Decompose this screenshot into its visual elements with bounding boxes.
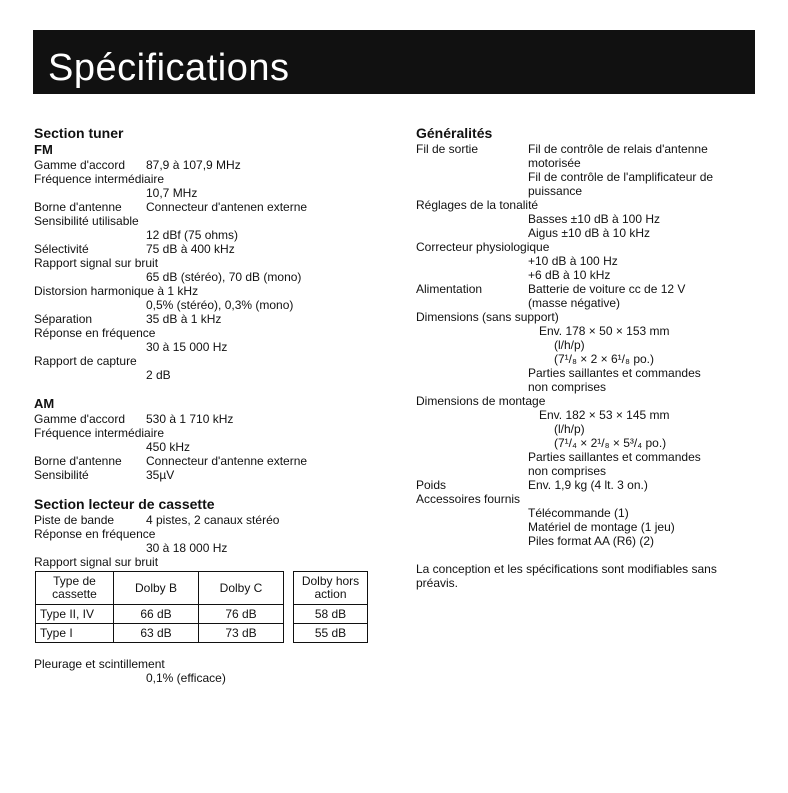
fm-spec-value: 12 dBf (75 ohms) [146,228,239,242]
loudness-label: Correcteur physiologique [416,240,550,254]
power-line: Batterie de voiture cc de 12 V [528,282,686,296]
cassette-spec-value: 4 pistes, 2 canaux stéréo [146,513,280,527]
cassette-spec-label: Rapport signal sur bruit [34,555,159,569]
am-spec-row [34,412,384,426]
am-spec-value: Connecteur d'antenne externe [146,454,308,468]
am-spec-value: 35µV [146,468,175,482]
fm-spec-row [34,284,384,298]
dimensions-label: Dimensions (sans support) [416,310,559,324]
fm-spec-value: 0,5% (stéréo), 0,3% (mono) [146,298,294,312]
mount-note: non comprises [528,464,607,478]
footnote: La conception et les spécifications sont modifiables sans préavis. [416,562,717,590]
mount-env: Env. 182 × 53 × 145 mm [539,408,670,422]
am-spec-row [34,468,384,482]
cassette-spec-row [34,555,384,569]
snr-table [35,571,368,643]
cassette-section-title: Section lecteur de cassette [34,496,215,512]
fm-title: FM [34,142,53,157]
fm-spec-row [34,368,384,382]
dimensions-inch: (7¹/₈ × 2 × 6¹/₈ po.) [554,352,654,366]
fm-spec-label: Gamme d'accord [34,158,125,172]
table-cell: Type II, IV [36,605,114,624]
output-line: Fil de contrôle de l'amplificateur de [528,170,714,184]
table-header: Dolby hors action [294,572,368,605]
cassette-spec-row [34,541,384,555]
cassette-spec-label: Piste de bande [34,513,115,527]
table-row [36,624,368,643]
tone-label: Réglages de la tonalité [416,198,539,212]
general-section-title: Généralités [416,125,493,141]
wow-value: 0,1% (efficace) [146,671,226,685]
fm-spec-value: 75 dB à 400 kHz [146,242,235,256]
table-cell: Type I [36,624,114,643]
output-spec [416,142,766,156]
wow-label: Pleurage et scintillement [34,657,165,671]
fm-spec-row [34,270,384,284]
fm-spec-row [34,158,384,172]
fm-spec-label: Séparation [34,312,93,326]
output-line: puissance [528,184,583,198]
power-spec [416,282,766,296]
fm-spec-value: 10,7 MHz [146,186,198,200]
fm-spec-row [34,312,384,326]
fm-spec-label: Fréquence intermédiaire [34,172,165,186]
accessory-item: Piles format AA (R6) (2) [528,534,655,548]
fm-spec-label: Réponse en fréquence [34,326,156,340]
dimensions-note: non comprises [528,380,607,394]
fm-spec-value: 65 dB (stéréo), 70 dB (mono) [146,270,302,284]
output-label: Fil de sortie [416,142,479,156]
am-spec-list [34,412,384,482]
table-cell: 76 dB [199,605,284,624]
fm-spec-value: 2 dB [146,368,171,382]
am-spec-value: 450 kHz [146,440,191,454]
mount-unit: (l/h/p) [554,422,585,436]
am-spec-row [34,440,384,454]
cassette-spec-label: Réponse en fréquence [34,527,156,541]
fm-spec-label: Distorsion harmonique à 1 kHz [34,284,199,298]
dimensions-unit: (l/h/p) [554,338,585,352]
power-line: (masse négative) [528,296,621,310]
loudness-line: +6 dB à 10 kHz [528,268,611,282]
cassette-spec-row [34,513,384,527]
am-spec-label: Fréquence intermédiaire [34,426,165,440]
fm-spec-label: Rapport de capture [34,354,137,368]
table-cell: 58 dB [294,605,368,624]
fm-spec-row [34,228,384,242]
fm-spec-list [34,158,384,382]
right-column [416,125,766,590]
page-title: Spécifications [48,47,290,89]
accessories-label: Accessoires fournis [416,492,521,506]
fm-spec-label: Rapport signal sur bruit [34,256,159,270]
fm-spec-row [34,172,384,186]
fm-spec-row [34,242,384,256]
am-spec-label: Gamme d'accord [34,412,125,426]
tuner-section-title: Section tuner [34,125,124,141]
tone-bass: Basses ±10 dB à 100 Hz [528,212,660,226]
am-spec-row [34,454,384,468]
title-banner [33,30,755,94]
accessory-item: Matériel de montage (1 jeu) [528,520,675,534]
mount-label: Dimensions de montage [416,394,546,408]
left-column [34,125,384,685]
tone-treble: Aigus ±10 dB à 10 kHz [528,226,650,240]
table-header: Type de cassette [36,572,114,605]
fm-spec-label: Borne d'antenne [34,200,122,214]
dimensions-env: Env. 178 × 50 × 153 mm [539,324,670,338]
cassette-spec-value: 30 à 18 000 Hz [146,541,228,555]
weight-spec [416,478,766,492]
fm-spec-value: Connecteur d'antenen externe [146,200,308,214]
weight-label: Poids [416,478,447,492]
fm-spec-value: 87,9 à 107,9 MHz [146,158,241,172]
cassette-spec-row [34,527,384,541]
fm-spec-row [34,214,384,228]
fm-spec-row [34,298,384,312]
fm-spec-label: Sensibilité utilisable [34,214,139,228]
fm-spec-row [34,326,384,340]
fm-spec-row [34,256,384,270]
table-row [36,605,368,624]
fm-spec-value: 30 à 15 000 Hz [146,340,228,354]
fm-spec-row [34,186,384,200]
weight-value: Env. 1,9 kg (4 lt. 3 on.) [528,478,648,492]
dimensions-note: Parties saillantes et commandes [528,366,701,380]
am-spec-label: Sensibilité [34,468,89,482]
fm-spec-label: Sélectivité [34,242,89,256]
loudness-line: +10 dB à 100 Hz [528,254,618,268]
am-title: AM [34,396,55,411]
fm-spec-row [34,354,384,368]
table-header: Dolby B [114,572,199,605]
output-line: Fil de contrôle de relais d'antenne [528,142,708,156]
table-cell: 55 dB [294,624,368,643]
am-spec-row [34,426,384,440]
am-spec-label: Borne d'antenne [34,454,122,468]
mount-inch: (7¹/₄ × 2¹/₈ × 5³/₄ po.) [554,436,667,450]
table-cell: 63 dB [114,624,199,643]
am-spec-value: 530 à 1 710 kHz [146,412,234,426]
table-header: Dolby C [199,572,284,605]
table-cell: 73 dB [199,624,284,643]
output-line: motorisée [528,156,581,170]
fm-spec-row [34,340,384,354]
fm-spec-value: 35 dB à 1 kHz [146,312,222,326]
mount-note: Parties saillantes et commandes [528,450,701,464]
fm-spec-row [34,200,384,214]
accessory-item: Télécommande (1) [528,506,629,520]
power-label: Alimentation [416,282,483,296]
cassette-spec-list [34,513,384,569]
table-cell: 66 dB [114,605,199,624]
